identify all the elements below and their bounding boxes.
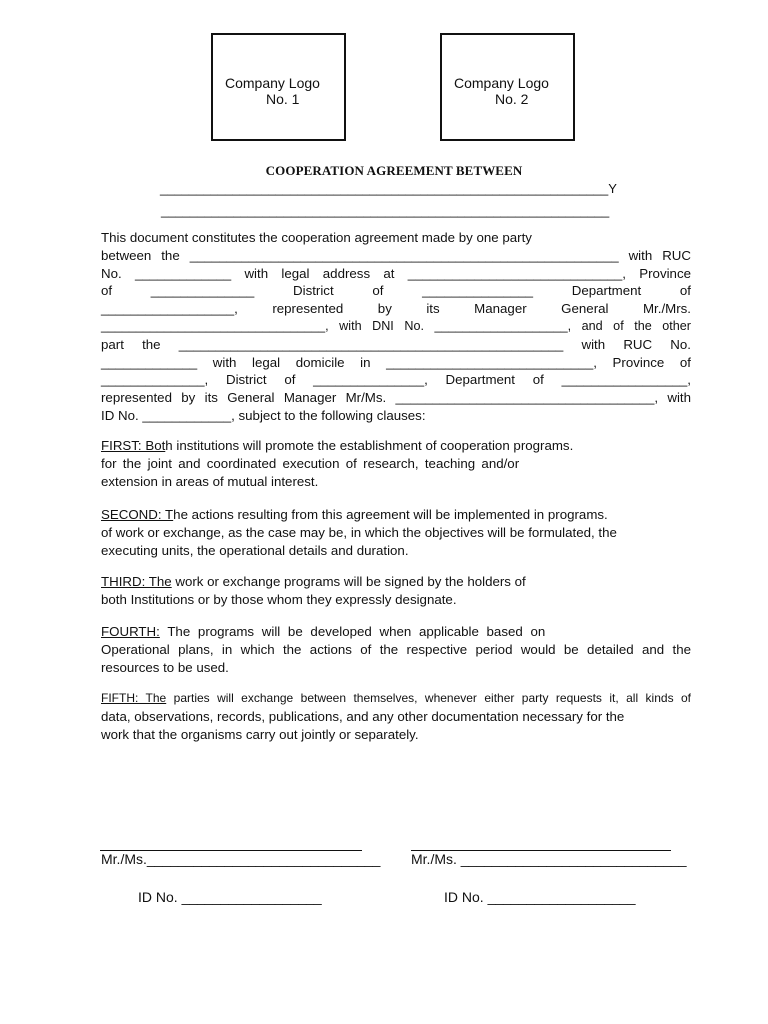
clause-text: h institutions will promote the establishment of cooperation programs. [165, 438, 574, 453]
intro-line: _____________ with legal domicile in ____________________________, Province of [101, 354, 691, 370]
clause-line: executing units, the operational details and duration. [101, 542, 409, 558]
clause-second [101, 506, 691, 559]
intro-line: No. _____________ with legal address at _____________________________, Province [101, 265, 691, 281]
document-title: COOPERATION AGREEMENT BETWEEN [265, 163, 523, 178]
party-name-blank-2: ______________________________________________________________ [161, 203, 610, 218]
clause-first [101, 437, 691, 490]
clause-fifth [101, 690, 691, 743]
clause-text: he actions resulting from this agreement will be implemented in programs. [173, 507, 608, 522]
clause-heading: FIRST: Bot [101, 438, 166, 453]
intro-line: of ______________ District of _______________ Department of [101, 283, 691, 299]
clause-text: work or exchange programs will be signed by the holders of [171, 574, 526, 589]
clause-line: of work or exchange, as the case may be, in which the objectives will be formulated, the [101, 524, 617, 540]
clause-heading: FOURTH: [101, 624, 160, 639]
clause-fourth [101, 623, 691, 676]
logo-2-number: No. 2 [495, 91, 529, 107]
party-name-blank-1: ______________________________________________________________Y [160, 181, 617, 196]
clause-line: both Institutions or by those whom they expressly designate. [101, 591, 457, 607]
intro-line: part the ____________________________________________________ with RUC No. [101, 336, 691, 352]
intro-line: __________________, represented by its Manager General Mr./Mrs. [101, 301, 691, 317]
intro-paragraph [101, 229, 691, 425]
logo-1-label: Company Logo [225, 75, 320, 91]
intro-line: ID No. ____________, subject to the following clauses: [101, 407, 426, 423]
intro-line: ________________________________, with DNI No. ___________________, and of the other [101, 318, 691, 333]
signatory-id-1: ID No. __________________ [138, 889, 322, 905]
signatory-name-1: Mr./Ms.______________________________ [101, 851, 381, 867]
clause-third [101, 573, 691, 609]
logo-2-label: Company Logo [454, 75, 549, 91]
logo-1-number: No. 1 [266, 91, 300, 107]
clause-line: work that the organisms carry out jointly or separately. [101, 726, 419, 742]
intro-line: represented by its General Manager Mr/Ms. ___________________________________, with [101, 390, 691, 406]
clause-text: parties will exchange between themselves, whenever either party requests it, all kinds of [166, 691, 691, 705]
company-logo-2-placeholder [440, 33, 575, 141]
company-logo-1-placeholder [211, 33, 346, 141]
signatory-name-2: Mr./Ms. _____________________________ [411, 851, 687, 867]
clause-heading: THIRD: The [101, 574, 172, 589]
clause-line: data, observations, records, publications, and any other documentation necessary for the [101, 708, 625, 724]
intro-line: between the __________________________________________________________ with RUC [101, 247, 691, 263]
clause-line: resources to be used. [101, 659, 229, 675]
clause-line: Operational plans, in which the actions of the respective period would be detailed and the [101, 641, 691, 657]
intro-line: This document constitutes the cooperation agreement made by one party [101, 230, 532, 245]
clause-line: extension in areas of mutual interest. [101, 473, 319, 489]
clause-line: for the joint and coordinated execution of research, teaching and/or [101, 455, 520, 471]
clause-text: The programs will be developed when applicable based on [159, 624, 546, 639]
clause-heading: FIFTH: The [101, 691, 167, 705]
clause-heading: SECOND: T [101, 507, 174, 522]
intro-line: ______________, District of _______________, Department of _________________, [101, 372, 691, 388]
signatory-id-2: ID No. ___________________ [444, 889, 636, 905]
